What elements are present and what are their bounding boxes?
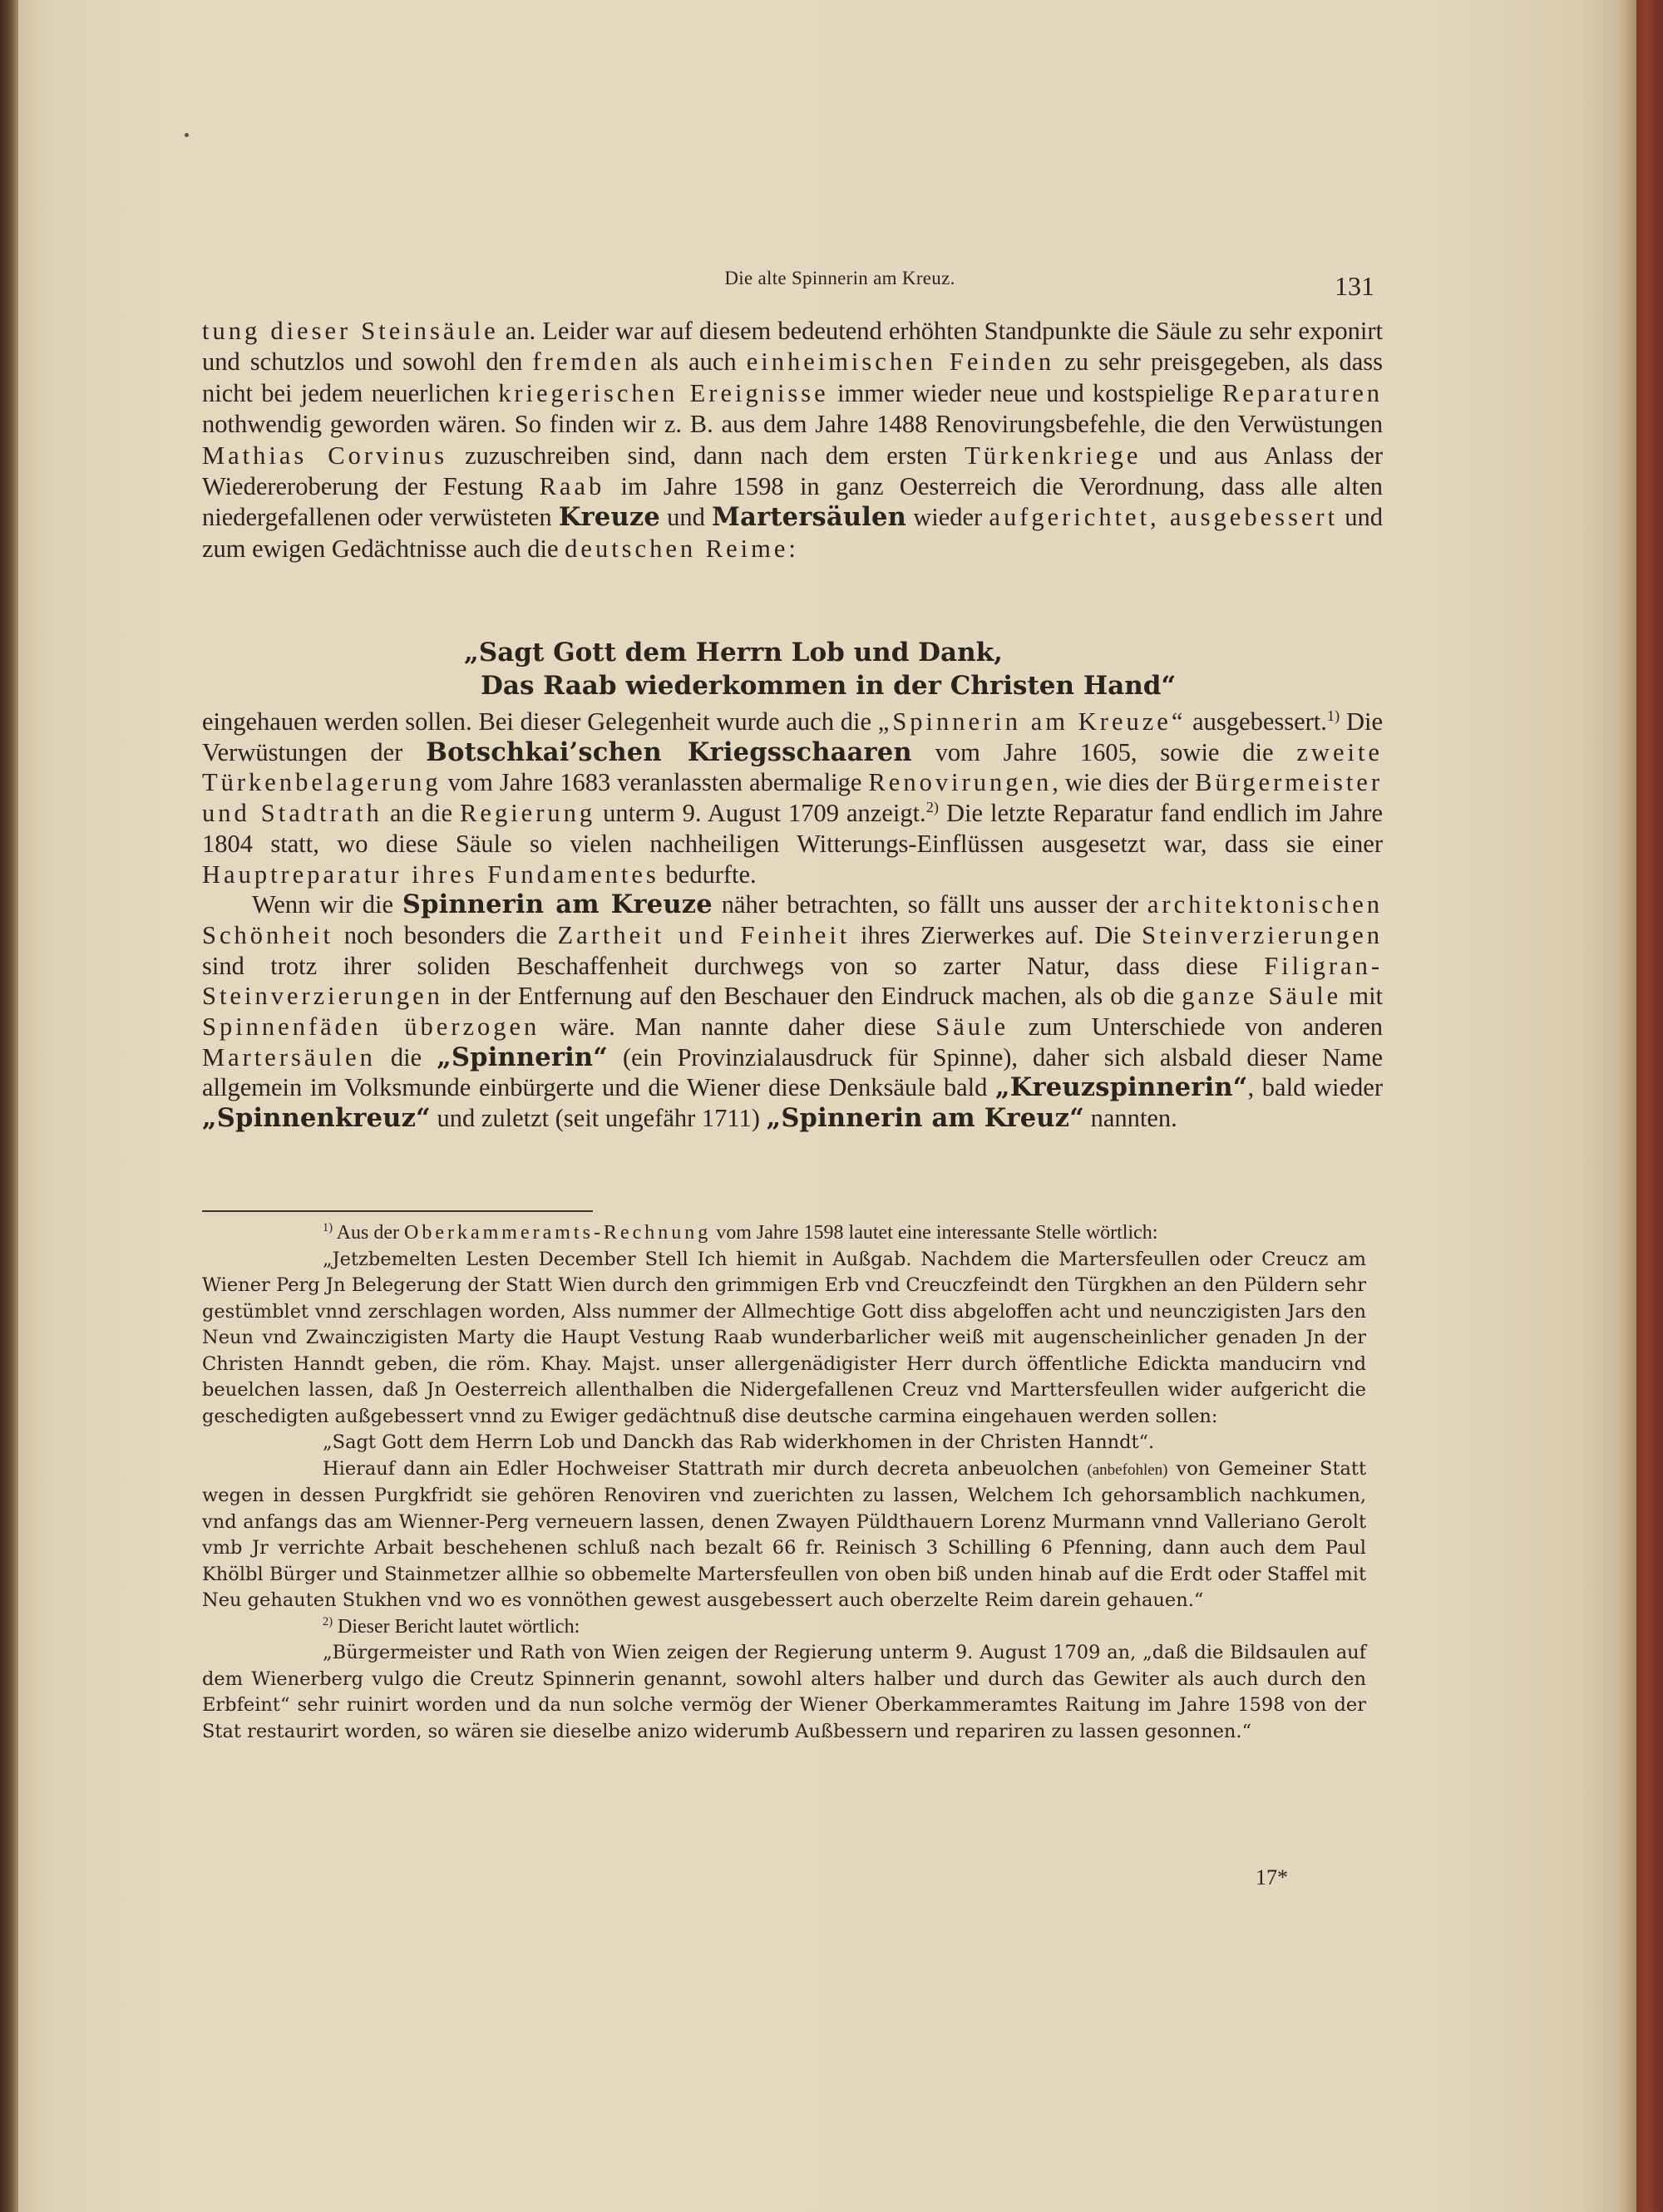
text: Martersäulen — [712, 502, 906, 533]
text: Raab — [539, 472, 605, 501]
text: „Spinnerin am Kreuz“ — [766, 1103, 1084, 1134]
text: noch besonders die — [333, 920, 558, 949]
text: Regierung — [460, 799, 596, 828]
ink-speck — [185, 133, 189, 137]
page-left-edge — [0, 0, 18, 2212]
text: zum Unterschiede von anderen — [1009, 1012, 1383, 1042]
text: „Spinnerin“ — [437, 1042, 609, 1072]
text: und aus Anlass der Wiedereroberung der Festung — [202, 441, 1384, 501]
text: in der Entfernung auf den Beschauer den Eindruck machen, als ob die — [442, 982, 1182, 1011]
footnotes — [202, 1220, 1366, 1745]
text: Aus der — [333, 1222, 404, 1244]
text: ausgebessert. — [1186, 707, 1327, 736]
text: Martersäulen — [202, 1042, 376, 1072]
text: kriegerischen Ereignisse — [498, 378, 829, 407]
footnote-marker: 1) — [323, 1221, 333, 1234]
footnote-1-quote-1: „Jetzbemelten Lesten December Stell Ich hiemit in Außgab. Nachdem die Martersfeullen oder Creucz am Wiener Perg Jn Belegerung der Statt Wien durch den grimmigen Erb vnd Creuczfeindt den Türgkhen an den Püldern sehr gestümblet vnnd zerschlagen worden, Alss nummer der Allmechtige Gott diss abgeloffen acht und neunczigisten Jars den Neun vnd Zwainczigisten Marty die Haupt Vestung Raab wunderbarlicher weiß mit augenscheinlicher genaden Jn der Christen Hanndt geben, die röm. Khay. Majst. unser allergenädigister Herr durch öffentliche Edickta manducirn vnd beuelchen lassen, daß Jn Oesterreich allenthalben die Nidergefallenen Creuz vnd Marttersfeullen wider aufgericht die geschedigten außgebessert vnnd zu Ewiger gedächtnuß dise deutsche carmina eingehauen werden sollen: — [202, 1248, 1366, 1427]
text: als auch — [640, 347, 747, 377]
text: Dieser Bericht lautet wörtlich: — [333, 1615, 580, 1638]
text: Zartheit und Feinheit — [557, 920, 851, 949]
text: Botschkai’schen Kriegsschaaren — [426, 737, 912, 767]
text: Die Verwüstungen der — [202, 707, 1383, 766]
text: nothwendig geworden wären. So finden wir z. B. aus dem Jahre 1488 Renovirungsbefehle, die den Verwüstungen — [202, 410, 1383, 439]
text: zweite Türkenbelagerung — [202, 737, 1383, 797]
text: und zum ewigen Gedächtnisse auch die — [202, 503, 1384, 563]
verse-line-2: Das Raab wiederkommen in der Christen Hand“ — [481, 671, 1177, 701]
text: (anbefohlen) — [1087, 1461, 1168, 1479]
text: Hierauf dann ain Edler Hochweiser Stattrath mir durch decreta anbeuolchen — [323, 1457, 1088, 1480]
text: vom Jahre 1605, sowie die — [911, 737, 1297, 766]
footnote-2-head — [202, 1614, 1366, 1641]
text: „Spinnenkreuz“ — [202, 1103, 431, 1134]
footnote-rule — [202, 1210, 593, 1212]
text: zu sehr preisgegeben, als dass nicht bei jedem neuerlichen — [202, 347, 1383, 407]
footnote-ref-2: 2) — [925, 798, 939, 815]
footnote-ref-1: 1) — [1326, 707, 1340, 724]
page-number: 131 — [1335, 271, 1374, 301]
book-binding — [1636, 0, 1663, 2212]
text: tung dieser Steinsäule — [202, 317, 499, 345]
text: Mathias Corvinus — [202, 441, 448, 470]
text: unterm 9. August 1709 anzeigt. — [595, 799, 926, 828]
text: deutschen Reime — [565, 534, 789, 563]
text: „Kreuzspinnerin“ — [995, 1072, 1248, 1103]
text: fremden — [532, 347, 641, 377]
text: mit — [1341, 982, 1384, 1011]
paragraph-1 — [202, 316, 1383, 564]
text: von Gemeiner Statt wegen in dessen Purgkfridt sie gehören Renoviren vnd zuerichten zu lassen, Welchem Ich gehorsamblich nachkumen, vnd anfangs das am Wienner-Perg verneuern lassen, denen Zwayen Püldthauern Lorenz Murmann vnnd Valleriano Gerolt vmb Jr verrichte Arbait beschehenen schluß nach bezalt 66 fr. Reinisch 3 Schilling 6 Pfenning, dann auch dem Paul Khölbl Bürger und Stainmetzer allhie so obbemelte Martersfeullen von oben biß unden hinab auf die Erdt oder Staffel mit Neu gehauten Stukhen vnd wo es vonnöthen gewest ausgebessert auch oberzelte Reim darein gehauen.“ — [202, 1457, 1366, 1611]
text: Renovirungen — [868, 768, 1053, 797]
text: Bürgermeister und Stadtrath — [202, 768, 1383, 828]
page-right-edge — [1620, 0, 1636, 2212]
text: nannten. — [1083, 1104, 1177, 1133]
text: Die letzte Reparatur fand endlich im Jahre 1804 statt, wo diese Säule so vielen nachheiligen Witterungs-Einflüssen ausgesetzt war, dass sie einer — [202, 799, 1383, 858]
text: und — [659, 503, 713, 532]
text: vom Jahre 1683 veranlassten abermalige — [441, 768, 869, 797]
text: ganze Säule — [1182, 982, 1342, 1011]
text: Steinverzierungen — [1142, 920, 1383, 949]
footnote-marker: 2) — [323, 1614, 333, 1628]
text: (ein Provinzialausdruck für Spinne), daher sich alsbald dieser Name allgemein im Volksmunde einbürgerte und die Wiener diese Denksäule bald — [202, 1042, 1384, 1102]
text: einheimischen Feinden — [746, 347, 1055, 377]
text: Türkenkriege — [965, 441, 1142, 470]
text: aufgerichtet, ausgebessert — [989, 503, 1339, 532]
text: : — [788, 534, 796, 563]
text: im Jahre 1598 in ganz Oesterreich die Verordnung, dass alle alten niedergefallenen oder verwüsteten — [202, 472, 1383, 532]
text: immer wieder neue und kostspielige — [828, 378, 1222, 407]
text: Säule — [935, 1012, 1009, 1042]
text: vom Jahre 1598 lautet eine interessante Stelle wörtlich: — [711, 1222, 1158, 1244]
text: Filigran-Steinverzierungen — [202, 951, 1383, 1011]
text: Kreuze — [558, 502, 660, 533]
paragraphs-2-3 — [202, 707, 1383, 1134]
text: architektonischen Schönheit — [202, 890, 1383, 949]
text: Oberkammeramts-Rechnung — [404, 1222, 712, 1244]
footnote-1-quote-2: „Sagt Gott dem Herrn Lob und Danckh das Rab widerkhomen in der Christen Hanndt“. — [323, 1431, 1155, 1453]
footnote-2-quote: „Bürgermeister und Rath von Wien zeigen der Regierung unterm 9. August 1709 an, „daß die Bildsaulen auf dem Wienerberg vulgo die Creutz Spinnerin genannt, sowohl alters halber und durch das Gewiter als auch durch den Erbfeint“ sehr ruinirt worden und da nun solche vermög der Wiener Oberkammeramtes Raitung im Jahre 1598 von der Stat restaurirt worden, so wären sie dieselbe anizo widerumb Außbessern und repariren zu lassen gesonnen.“ — [202, 1642, 1366, 1742]
text: an. Leider war auf diesem bedeutend erhöhten Standpunkte die Säule zu sehr exponirt und schutzlos und sowohl den — [202, 317, 1383, 377]
text: und zuletzt (seit ungefähr 1711) — [430, 1104, 767, 1133]
verse-line-1: „Sagt Gott dem Herrn Lob und Dank, — [464, 638, 1003, 668]
text: Wenn wir die — [252, 890, 402, 919]
text: , bald wieder — [1247, 1073, 1383, 1102]
text: Spinnenfäden überzogen — [202, 1012, 540, 1042]
text: die — [375, 1042, 437, 1072]
text: wäre. Man nannte daher diese — [540, 1012, 936, 1042]
signature-mark: 17* — [1256, 1865, 1288, 1889]
text: „Spinnerin am Kreuze“ — [877, 707, 1187, 736]
text: eingehauen werden sollen. Bei dieser Gelegenheit wurde auch die — [202, 707, 878, 736]
text: bedurfte. — [659, 860, 757, 889]
text: wieder — [906, 503, 989, 532]
footnote-1-quote-3 — [202, 1456, 1366, 1614]
text: näher betrachten, so fällt uns ausser der — [712, 890, 1147, 919]
footnote-1-head — [202, 1220, 1366, 1247]
running-head: Die alte Spinnerin am Kreuz. — [724, 268, 955, 288]
text: , wie dies der — [1052, 768, 1196, 797]
text: zuzuschreiben sind, dann nach dem ersten — [447, 441, 965, 470]
text: Reparaturen — [1221, 378, 1383, 407]
text: sind trotz ihrer soliden Beschaffenheit durchwegs von so zarter Natur, dass diese — [202, 951, 1265, 980]
text: Hauptreparatur ihres Fundamentes — [202, 860, 659, 889]
text: Spinnerin am Kreuze — [402, 889, 713, 920]
verse-quote — [464, 636, 1177, 702]
text: ihres Zierwerkes auf. Die — [850, 920, 1142, 949]
text: an die — [382, 799, 461, 828]
